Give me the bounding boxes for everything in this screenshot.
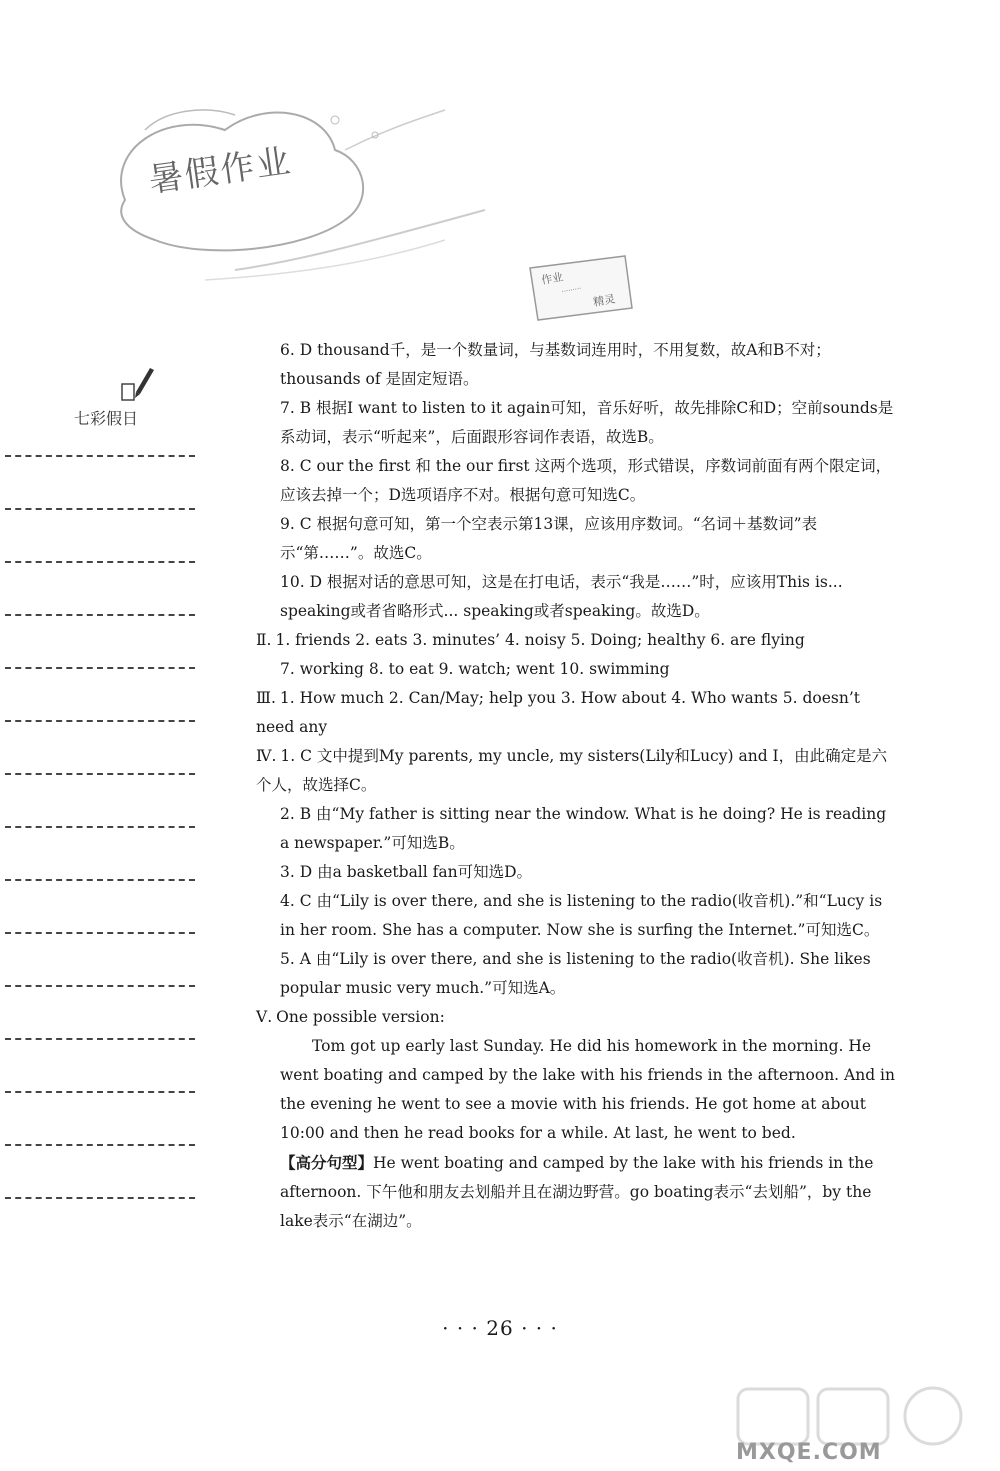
- section-label: Ⅲ.: [256, 689, 276, 707]
- answer-item: 6. D thousand千，是一个数量词，与基数词连用时，不用复数，故A和B不对；thousands of 是固定短语。: [280, 341, 831, 388]
- tip-text: He went boating and camped by the lake with his friends in the afternoon. 下午他和朋友去划船并且在湖边野营。go boating表示“去划船”，by the lake表示“在湖边”。: [280, 1154, 874, 1230]
- note-line: [5, 773, 195, 775]
- answer-item: 8. C our the first 和 the our first 这两个选项，形式错误，序数词前面有两个限定词，应该去掉一个；D选项语序不对。根据句意可知选C。: [280, 457, 892, 504]
- section-label: Ⅱ.: [256, 631, 272, 649]
- note-line: [5, 508, 195, 510]
- section-3: [256, 684, 896, 742]
- note-line: [5, 985, 195, 987]
- section-5: [256, 1003, 896, 1236]
- note-line: [5, 720, 195, 722]
- answer-line: 7. working 8. to eat 9. watch; went 10. swimming: [280, 660, 670, 678]
- answer-line: 1. How much 2. Can/May; help you 3. How about 4. Who wants 5. doesn’t need any: [256, 689, 861, 736]
- note-line: [5, 614, 195, 616]
- section-intro: One possible version:: [276, 1008, 445, 1026]
- watermark-text: MXQE.COM: [736, 1440, 882, 1465]
- page-number: · · · 26 · · ·: [442, 1316, 558, 1340]
- answer-item: 5. A 由“Lily is over there, and she is listening to the radio(收音机). She likes popular music very much.”可知选A。: [280, 950, 871, 997]
- section-4: [256, 742, 896, 1003]
- model-essay: Tom got up early last Sunday. He did his homework in the morning. He went boating and camped by the lake with his friends in the afternoon. And in the evening he went to see a movie with his friends. He got home at about 10:00 and then he read books for a while. At last, he went to bed.: [280, 1037, 895, 1142]
- answer-item: 2. B 由“My father is sitting near the window. What is he doing? He is reading a newspaper.”可知选B。: [280, 805, 887, 852]
- section-label: Ⅴ.: [256, 1008, 273, 1026]
- svg-text:作业: 作业: [540, 270, 565, 287]
- header-ornament: [85, 90, 505, 290]
- note-line: [5, 455, 195, 457]
- answer-content: [256, 336, 896, 1236]
- section-1: [256, 336, 896, 626]
- note-line: [5, 1144, 195, 1146]
- svg-text:·········: ·········: [560, 284, 583, 296]
- header-title: 暑假作业: [146, 141, 295, 201]
- answer-item: 7. B 根据I want to listen to it again可知，音乐好听，故先排除C和D；空前sounds是系动词，表示“听起来”，后面跟形容词作表语，故选B。: [280, 399, 894, 446]
- answer-item: 4. C 由“Lily is over there, and she is listening to the radio(收音机).”和“Lucy is in her room. She has a computer. Now she is surfing the Internet.”可知选C。: [280, 892, 883, 939]
- section-label: Ⅳ.: [256, 747, 277, 765]
- note-line: [5, 932, 195, 934]
- answer-item: 3. D 由a basketball fan可知选D。: [280, 863, 533, 881]
- note-line: [5, 826, 195, 828]
- section-2: [256, 626, 896, 684]
- pencil-icon: [118, 362, 158, 406]
- svg-text:精灵: 精灵: [592, 292, 617, 309]
- answer-line: 1. friends 2. eats 3. minutes’ 4. noisy 5. Doing; healthy 6. are flying: [275, 631, 805, 649]
- tip-tag: 【高分句型】: [280, 1153, 374, 1172]
- note-line: [5, 1197, 195, 1199]
- answer-item: 1. C 文中提到My parents, my uncle, my sisters(Lily和Lucy) and I，由此确定是六个人，故选择C。: [256, 747, 888, 794]
- sidebar-label: 七彩假日: [74, 409, 139, 428]
- note-line: [5, 1038, 195, 1040]
- answer-item: 10. D 根据对话的意思可知，这是在打电话，表示“我是……”时，应该用This is... speaking或者省略形式... speaking或者speaking。故选D。: [280, 573, 843, 620]
- note-line: [5, 879, 195, 881]
- note-line: [5, 561, 195, 563]
- answer-item: 9. C 根据句意可知，第一个空表示第13课，应该用序数词。“名词＋基数词”表示“第……”。故选C。: [280, 515, 818, 562]
- note-line: [5, 1091, 195, 1093]
- stamp-badge: [520, 248, 640, 328]
- note-line: [5, 667, 195, 669]
